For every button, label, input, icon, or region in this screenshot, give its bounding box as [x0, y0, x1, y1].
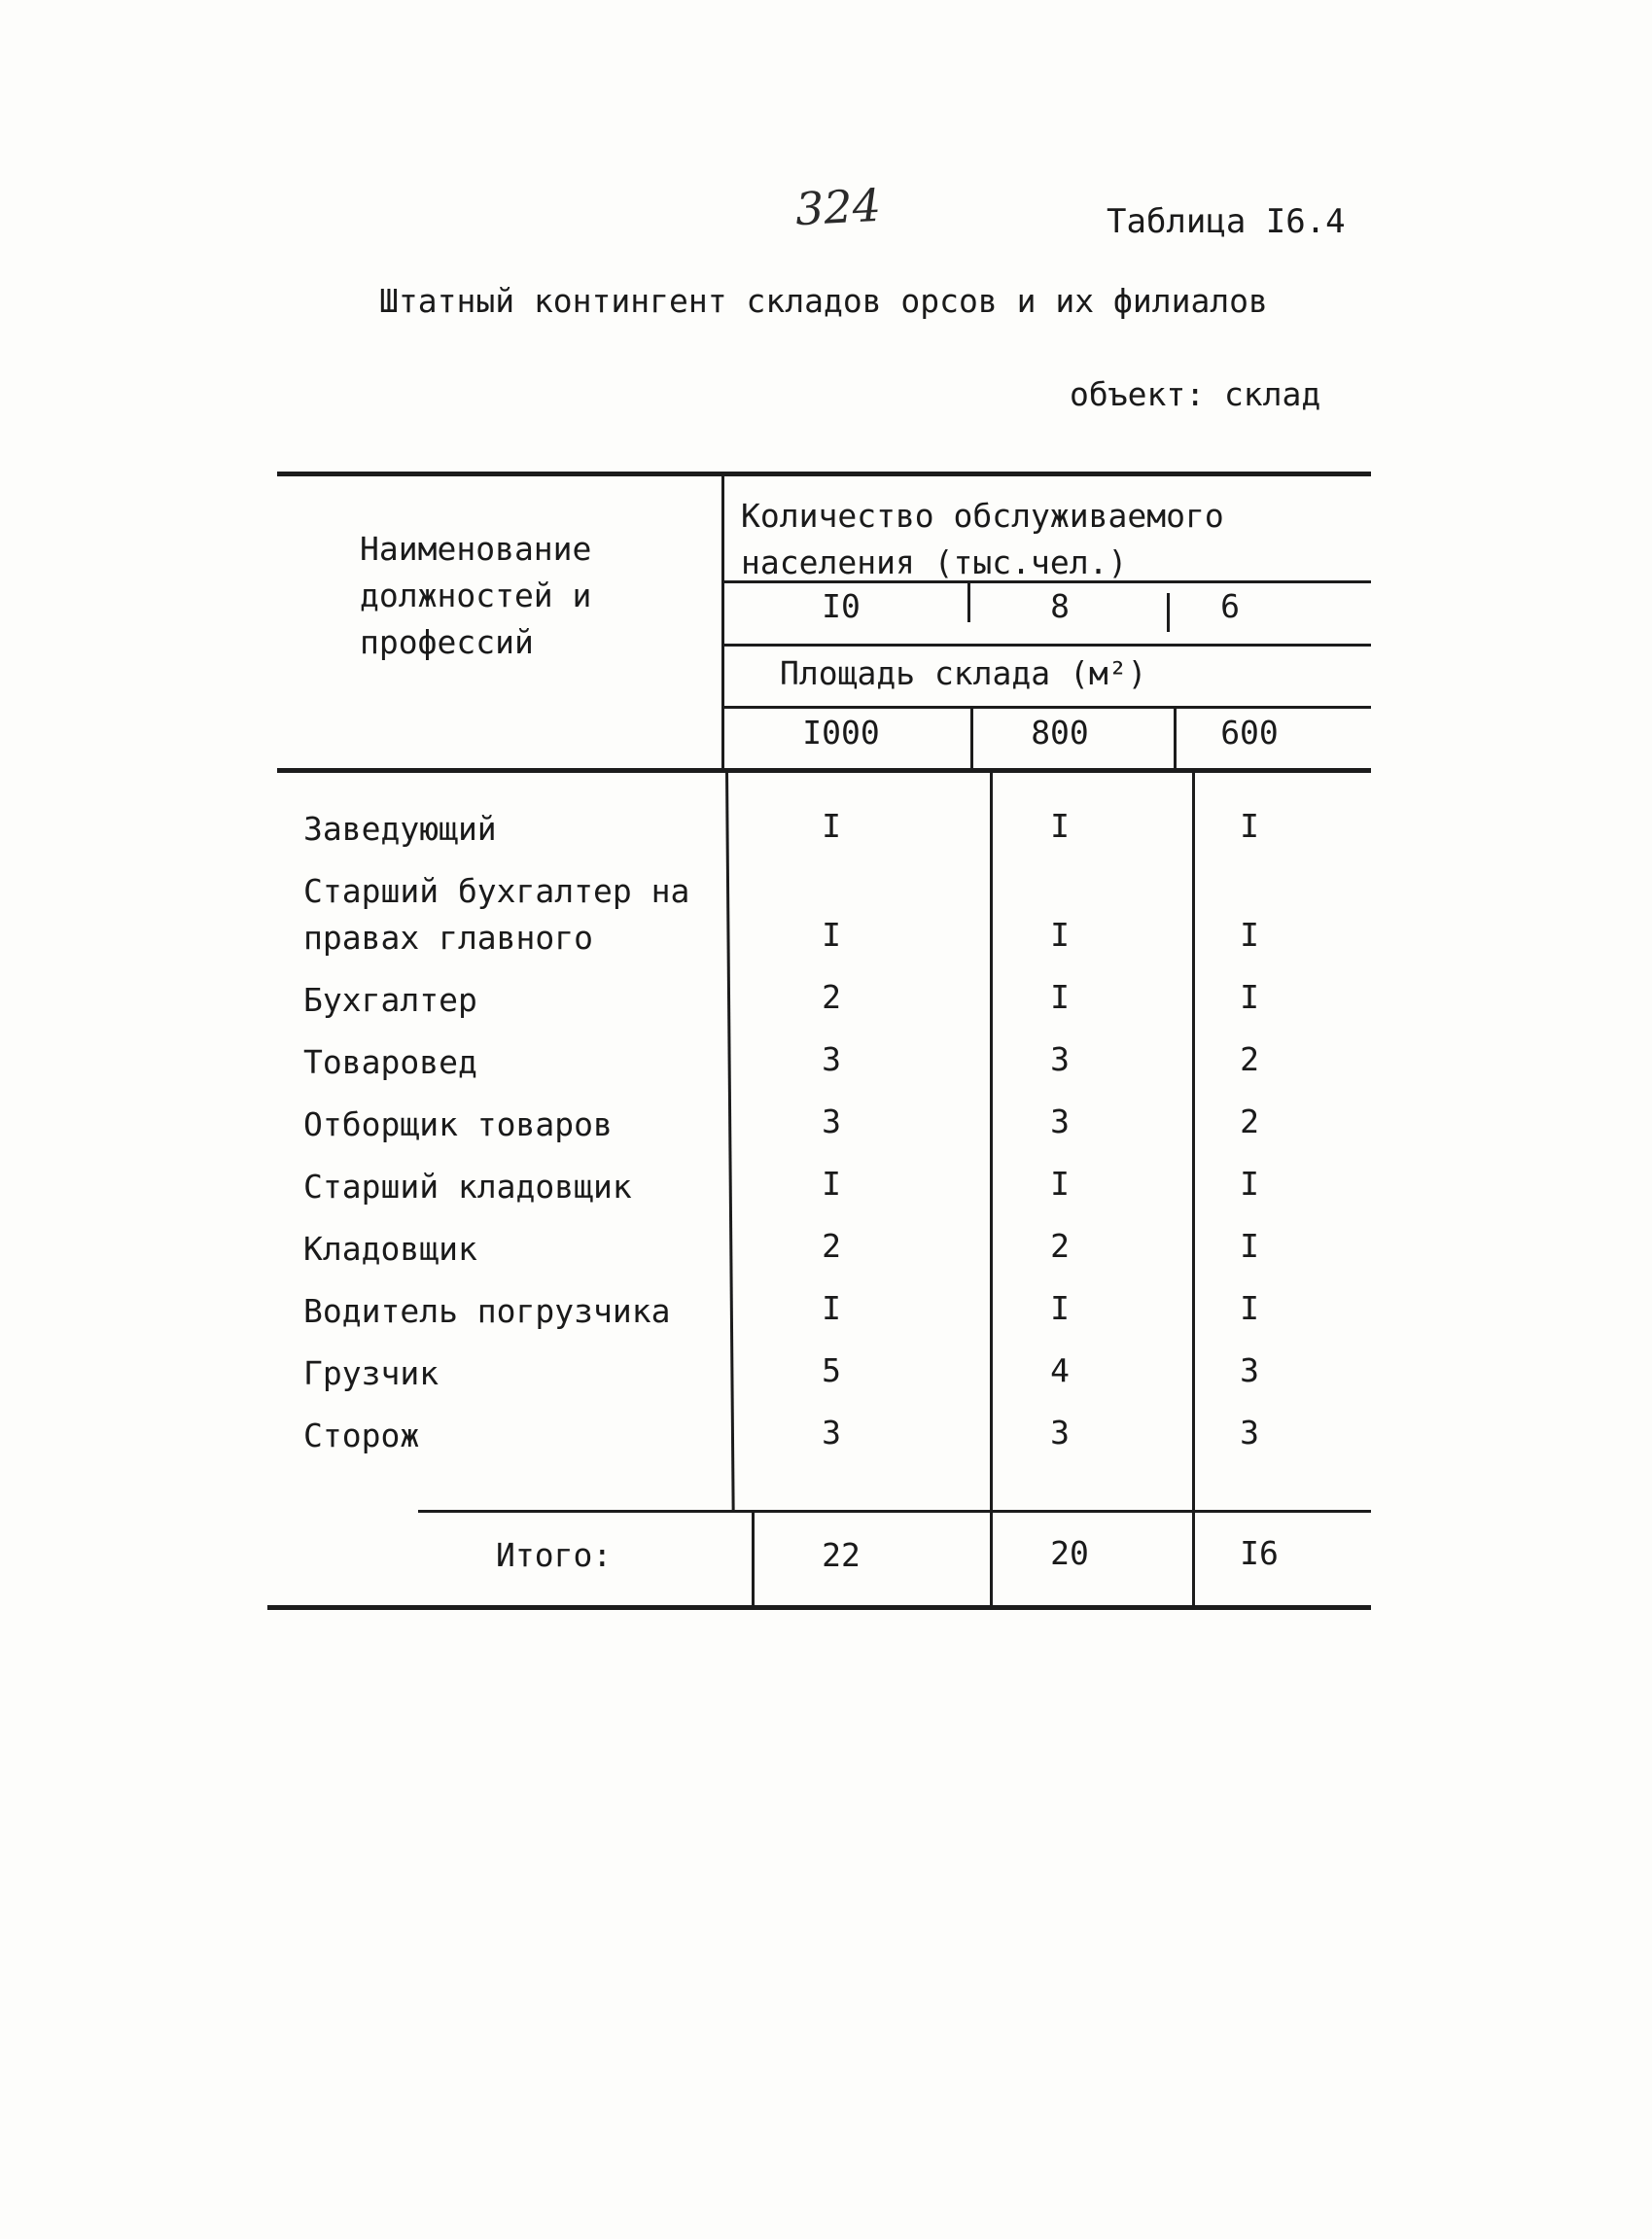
- row-label: Отборщик товаров: [303, 1105, 613, 1143]
- row-value: I: [1050, 978, 1070, 1016]
- total-value-1: 22: [822, 1536, 861, 1574]
- row-value: I: [1050, 1289, 1070, 1327]
- row-value: 2: [822, 978, 841, 1016]
- row-value: 4: [1050, 1351, 1070, 1389]
- header-name-line-2: должностей и: [360, 577, 592, 614]
- row-label: Сторож: [303, 1417, 420, 1454]
- divider-total-left: [752, 1512, 755, 1607]
- row-label: Грузчик: [303, 1354, 439, 1392]
- row-value: I: [1240, 807, 1259, 845]
- row-value: 3: [1050, 1040, 1070, 1078]
- row-label: правах главного: [303, 919, 594, 957]
- row-value: 3: [822, 1102, 841, 1140]
- row-value: 3: [1240, 1414, 1259, 1452]
- divider-body-left: [725, 770, 735, 1510]
- row-value: I: [1240, 916, 1259, 954]
- divider-area-1: [970, 708, 973, 770]
- row-value: I: [1050, 807, 1070, 845]
- row-value: I: [822, 1289, 841, 1327]
- population-value-1: I0: [822, 587, 861, 625]
- object-line: объект: склад: [1070, 375, 1321, 413]
- row-label: Старший кладовщик: [303, 1168, 632, 1206]
- rule-population-values: [721, 644, 1371, 647]
- row-value: 2: [1050, 1227, 1070, 1265]
- table-label: Таблица I6.4: [1107, 202, 1346, 241]
- row-value: I: [1050, 916, 1070, 954]
- header-population-line-2: населения (тыс.чел.): [741, 543, 1128, 581]
- header-name-line-3: профессий: [360, 623, 534, 661]
- row-label: Кладовщик: [303, 1230, 477, 1268]
- total-label: Итого:: [496, 1536, 613, 1574]
- header-bottom-rule: [277, 768, 1371, 773]
- total-value-3: I6: [1240, 1534, 1279, 1572]
- row-label: Водитель погрузчика: [303, 1292, 671, 1330]
- table-bottom-rule: [267, 1605, 1371, 1610]
- row-value: I: [822, 916, 841, 954]
- row-label: Заведующий: [303, 810, 497, 848]
- row-value: I: [1240, 1165, 1259, 1203]
- row-label: Бухгалтер: [303, 981, 477, 1019]
- row-value: I: [1050, 1165, 1070, 1203]
- table-top-rule: [277, 472, 1371, 476]
- divider-header-left: [721, 473, 724, 770]
- row-value: I: [1240, 1289, 1259, 1327]
- row-value: I: [1240, 978, 1259, 1016]
- area-value-2: 800: [1031, 714, 1089, 752]
- page-number: 324: [793, 178, 883, 236]
- row-label: Товаровед: [303, 1043, 477, 1081]
- area-value-1: I000: [802, 714, 880, 752]
- population-value-2: 8: [1050, 587, 1070, 625]
- row-value: 5: [822, 1351, 841, 1389]
- row-value: I: [1240, 1227, 1259, 1265]
- header-area-label: Площадь склада (м²): [780, 654, 1147, 692]
- divider-pop-1: [967, 583, 970, 622]
- population-value-3: 6: [1220, 587, 1240, 625]
- row-value: I: [822, 1165, 841, 1203]
- header-population-line-1: Количество обслуживаемого: [741, 497, 1224, 535]
- row-value: 3: [822, 1414, 841, 1452]
- table-title: Штатный контингент складов орсов и их филиалов: [379, 282, 1268, 320]
- rule-area: [721, 706, 1371, 709]
- row-label: Старший бухгалтер на: [303, 872, 690, 910]
- row-value: 3: [1240, 1351, 1259, 1389]
- total-value-2: 20: [1050, 1534, 1089, 1572]
- row-value: 3: [822, 1040, 841, 1078]
- row-value: 3: [1050, 1414, 1070, 1452]
- row-value: 2: [822, 1227, 841, 1265]
- row-value: 3: [1050, 1102, 1070, 1140]
- area-value-3: 600: [1220, 714, 1279, 752]
- row-value: I: [822, 807, 841, 845]
- row-value: 2: [1240, 1040, 1259, 1078]
- header-name-line-1: Наименование: [360, 530, 592, 568]
- row-value: 2: [1240, 1102, 1259, 1140]
- divider-area-2: [1174, 708, 1177, 770]
- total-top-rule: [418, 1510, 1371, 1513]
